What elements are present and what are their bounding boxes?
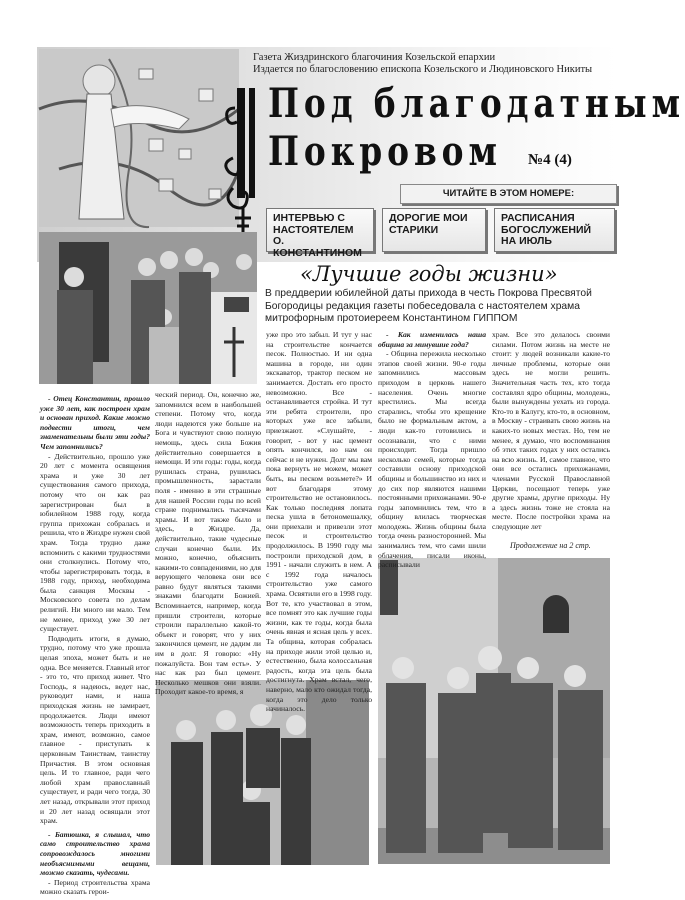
issue-number: №4 (4) — [528, 152, 572, 168]
answer-paragraph: - Действительно, прошло уже 20 лет с момента освящения храма и уже 30 лет существования самого прихода, потому что он как раз зарегистрирован был в юбилейном 1988 году, когда группа прихожан собралась и решила, что в Жиздре нужен свой храм. Тогда трудно даже вспомнить с какими трудностями они столкнулись. Потому что, чтобы зарегистрировать тогда, в 1988 году, приход, необходима была санкция Москвы - Московского совета по делам религий. Ни много ни мало. Тем не менее, приход уже 30 лет существует. — [40, 451, 150, 634]
answer-paragraph: - Община пережила несколько этапов своей жизни. 90-е годы запомнились массовым приходом в церковь нашего населения. Очень многие крестились. Мы всегда старались, чтобы это крещение было не формальным актом, а люди как-то готовились и осознавали, что с ними происходит. Тогда пришло несколько семей, которые тогда составили основу приходской общины и большинство из них и до сих пор являются нашими постоянными прихожанами. 90-е годы запомнились тем, что в общину влилась творческая молодежь. Жизнь общины была тогда очень разносторонней. Мы занимались тем, что сами шили облачения, писали иконы, расписывали — [378, 349, 486, 570]
parishioners-photo — [39, 232, 257, 384]
answer-paragraph: Подводить итоги, я думаю, трудно, потому что уже прошла целая эпоха, может быть и не одна. Все меняется. Главный итог - это то, что приход живет. Что Господь, я надеюсь, ведет нас, руководит нами, и наша приходская жизнь не замирает, продолжается. Люди имеют возможность теперь приходить в храм, имеют, возможно, самое главное - приступать к церковным Таинствам, таинству Причастия. В этом основная цель. И то главное, ради чего любой храм православный существует, и ради чего тогда, 30 лет назад, открывали этот приход и 20 лет назад освящали этот храм. — [40, 633, 150, 826]
answer-paragraph: ческий период. Он, конечно же, запомнился всем в наибольшей степени. Потому что, когда люди надеются уже больше на Бога и чувствуют свою полную немощь, здесь сила Божия действительно совершается в немощи. И эти годы: годы, когда рушилась страна, рушилась промышленность, зарастали поля - именно в эти страшные для нашей России годы по всей стране поднимались тысячами храмы. И вот также было и здесь, в Жиздре. Да, действительно, такие чудесные случаи конечно были. Их можно, конечно, объяснить какими-то совпадениями, но для верующего человека они все равно будут являться такими знаками благодати Божией. Вспоминается, например, когда пришли строители, которые строили параллельно какой-то объект и говорят, что у них закончился цемент, не дадим ли им в долг. Я говорю: «Ну пожалуйста. Вон там есть». У нас как раз был цемент. Несколько мешков они взяли. Проходит какое-то время, я — [155, 390, 261, 697]
teaser-schedule[interactable]: РАСПИСАНИЯ БОГОСЛУЖЕНИЙ НА ИЮЛЬ — [494, 208, 615, 252]
article-lede: В преддверии юбилейной даты прихода в честь Покрова Пресвятой Богородицы редакция газеты побеседовала с настоятелем храма митрофорным протоиереем Константином ГИППОМ — [265, 288, 592, 324]
answer-paragraph: - Период строительства храма можно сказать герои- — [40, 877, 150, 897]
article-column-2 — [155, 390, 261, 697]
ornament-initial-icon — [223, 88, 263, 238]
answer-paragraph: уже про это забыл. И тут у нас на строительстве кончается песок. Полностью. И ни одна машина в городе, ни один экскаватор, трактор песком не занимается. Достать его просто невозможно. Все - останавливается стройка. И тут эти ребята строители, про которых уже все забыли, приезжают. «Слушайте, - говорит, - вот у нас цемент опять кончился, но нам он сейчас и не нужен. Долг мы вам пока вернуть не можем, может быть, вы песком возьмете?» И вот благодаря этому строительство не остановилось. Как только последняя лопата песка ушла в бетономешалку, они приехали и привезли этот песок и строительство продолжилось. В 1990 году мы построили приходской дом, в 1991 - начали служить в нем. А с 1992 года началось строительство уже самого храма. Освятили его в 1998 году. Вот те, кто участвовал в этом, все помнят это как лучшие годы жизни, как те годы, когда была очень явная и ясная цель у всех. Та община, которая собралась на приходе жили этой целью и, естественно, была колоссальная радость, когда эта цель была достигнута. Храм встал, чего, наверно, мало кто ожидал тогда, когда это дело только начиналось. — [266, 330, 372, 714]
newspaper-title-line2: Покровом — [268, 128, 502, 175]
article-headline: «Лучшие годы жизни» — [300, 262, 558, 286]
blessing-line: Издается по благословению епископа Козельского и Людиновского Никиты — [253, 64, 593, 75]
builders-photo — [378, 558, 610, 864]
publisher-line: Газета Жиздринского благочиния Козельской епархии — [253, 52, 496, 63]
pokrov-icon-image — [39, 49, 239, 227]
teaser-interview[interactable]: ИНТЕРВЬЮ С НАСТОЯТЕЛЕМ О. КОНСТАНТИНОМ — [266, 208, 374, 252]
continued-note[interactable]: Продолжение на 2 стр. — [510, 541, 591, 550]
question: - Батюшка, я слышал, что само строительство храма сопровождалось многими необъяснимыми вещами, можно сказать, чудесами. — [40, 829, 150, 878]
teaser-old-folks[interactable]: ДОРОГИЕ МОИ СТАРИКИ — [382, 208, 486, 252]
article-column-5 — [492, 330, 610, 552]
answer-paragraph: храм. Все это делалось своими силами. Потом жизнь на месте не стоит: у людей возникали какие-то личные проблемы, которые они здесь не могли решить. Значительная часть тех, кто тогда составлял ядро общины, молодежь, были вынуждены уехать из города. Кто-то в Калугу, кто-то, в основном, в Москву - страивать свою жизнь на каких-то новых местах. Но, тем не менее, я думаю, что воспоминания об этих таких годах у них остались на всю жизнь. И, самое главное, что они все остались прихожанами, членами Русской Православной Церкви, посещают теперь уже другие храмы, другие приходы. Ну а здесь жизнь тоже не стояла на месте. После постройки храма на следующие лет — [492, 330, 610, 531]
question: - Отец Константин, прошло уже 30 лет, как построен храм и основан приход. Какие можно подвести итоги, чем знаменательны были эти годы? Чем запомнились? — [40, 394, 150, 451]
article-column-1 — [40, 390, 150, 897]
article-column-3 — [266, 330, 372, 714]
contents-header: ЧИТАЙТЕ В ЭТОМ НОМЕРЕ: — [400, 184, 617, 204]
question: - Как изменилась наша община за минувшие года? — [378, 330, 486, 349]
newspaper-title-line1: Под благодатным — [268, 80, 685, 127]
article-column-4 — [378, 330, 486, 570]
